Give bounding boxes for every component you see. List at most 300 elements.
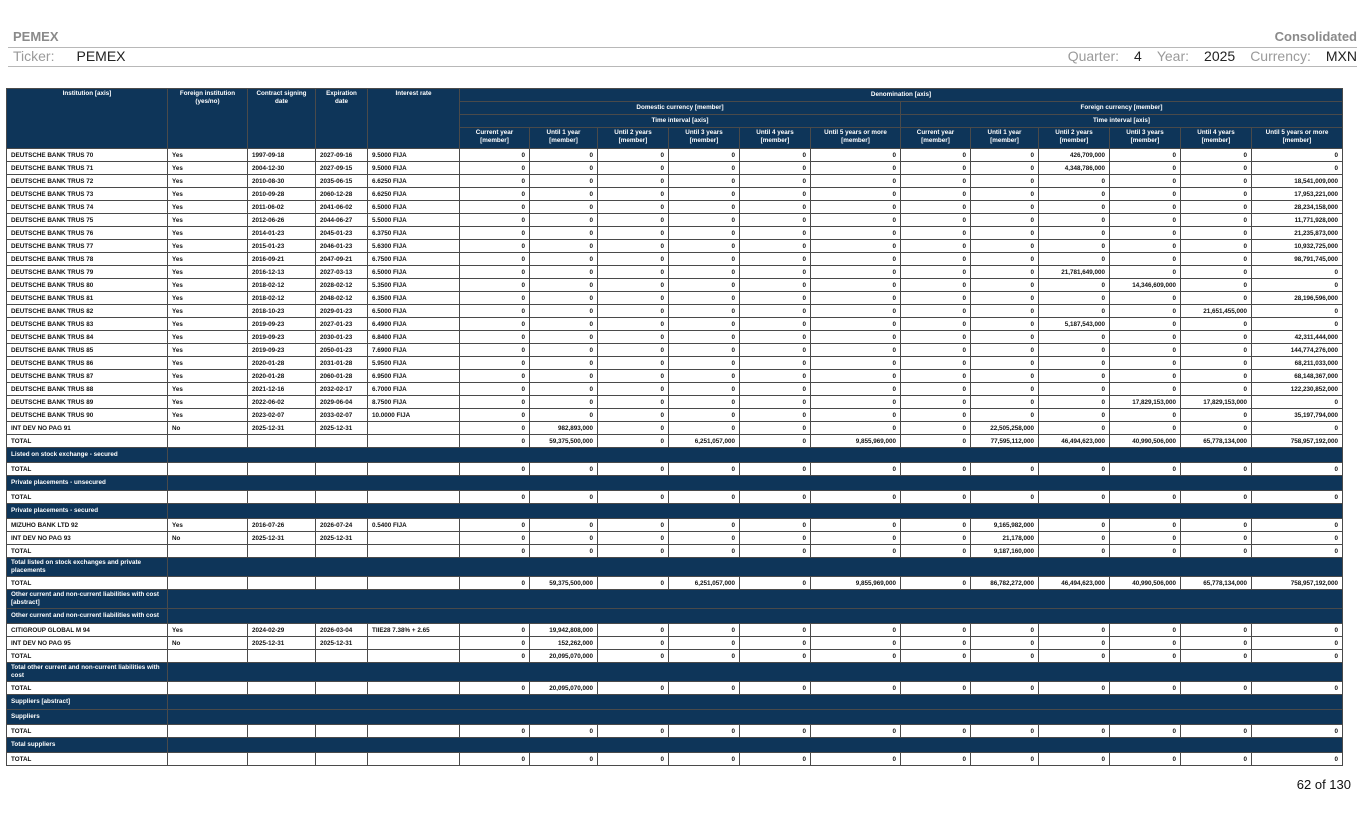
amount-cell: 0	[1181, 149, 1252, 162]
amount-cell: 21,651,455,000	[1181, 305, 1252, 318]
amount-cell: 0	[1181, 240, 1252, 253]
signing-date-cell	[248, 545, 316, 558]
amount-cell: 68,148,367,000	[1252, 370, 1343, 383]
table-row	[7, 149, 1343, 162]
section-label: Private placements - secured	[7, 504, 168, 519]
amount-cell: 14,346,609,000	[1110, 279, 1181, 292]
signing-date-cell: 2018-10-23	[248, 305, 316, 318]
amount-cell: 0	[460, 682, 530, 695]
amount-cell: 0	[811, 292, 901, 305]
amount-cell: 0	[530, 357, 598, 370]
interest-rate-cell: 6.9500 FIJA	[368, 370, 460, 383]
amount-cell: 10,932,725,000	[1252, 240, 1343, 253]
amount-cell: 21,781,649,000	[1039, 266, 1110, 279]
expiration-date-cell: 2027-01-23	[316, 318, 368, 331]
amount-cell: 0	[460, 240, 530, 253]
report-header	[13, 29, 1357, 46]
foreign-cell: Yes	[168, 149, 248, 162]
expiration-date-cell	[316, 725, 368, 738]
amount-cell: 0	[1181, 624, 1252, 637]
amount-cell: 0	[1181, 725, 1252, 738]
table-row	[7, 331, 1343, 344]
amount-cell: 0	[740, 650, 811, 663]
interest-rate-cell	[368, 577, 460, 590]
amount-cell: 17,829,153,000	[1110, 396, 1181, 409]
amount-cell: 0	[1181, 331, 1252, 344]
amount-cell: 0	[530, 305, 598, 318]
amount-cell: 0	[740, 318, 811, 331]
institution-cell: CITIGROUP GLOBAL M 94	[7, 624, 168, 637]
amount-cell: 0	[1110, 292, 1181, 305]
expiration-date-cell: 2029-06-04	[316, 396, 368, 409]
table-row	[7, 753, 1343, 766]
amount-cell: 0	[1181, 463, 1252, 476]
amount-cell: 0	[971, 650, 1039, 663]
interest-rate-cell	[368, 725, 460, 738]
foreign-cell: Yes	[168, 201, 248, 214]
amount-cell: 0	[460, 637, 530, 650]
institution-cell: DEUTSCHE BANK TRUS 76	[7, 227, 168, 240]
amount-cell: 0	[901, 318, 971, 331]
institution-cell: TOTAL	[7, 463, 168, 476]
expiration-date-cell: 2025-12-31	[316, 637, 368, 650]
amount-cell: 0	[1039, 279, 1110, 292]
amount-cell: 0	[1252, 532, 1343, 545]
amount-cell: 0	[530, 545, 598, 558]
signing-date-cell: 2012-06-26	[248, 214, 316, 227]
institution-cell: DEUTSCHE BANK TRUS 84	[7, 331, 168, 344]
amount-cell: 0	[1181, 370, 1252, 383]
expiration-date-cell: 2046-01-23	[316, 240, 368, 253]
expiration-date-cell: 2050-01-23	[316, 344, 368, 357]
amount-cell: 0	[971, 188, 1039, 201]
amount-cell: 0	[669, 545, 740, 558]
foreign-cell	[168, 545, 248, 558]
interest-rate-cell: 6.3750 FIJA	[368, 227, 460, 240]
currency-label: Currency:	[1250, 48, 1311, 64]
table-row	[7, 532, 1343, 545]
amount-cell: 0	[460, 253, 530, 266]
table-row	[7, 266, 1343, 279]
col-for-until-3-years: Until 3 years [member]	[1110, 128, 1181, 149]
interest-rate-cell	[368, 532, 460, 545]
amount-cell: 0	[669, 344, 740, 357]
amount-cell: 0	[598, 149, 669, 162]
amount-cell: 17,829,153,000	[1181, 396, 1252, 409]
amount-cell: 0	[1039, 532, 1110, 545]
amount-cell: 0	[901, 175, 971, 188]
amount-cell: 0	[901, 227, 971, 240]
table-row	[7, 240, 1343, 253]
amount-cell: 6,251,057,000	[669, 577, 740, 590]
amount-cell: 0	[740, 149, 811, 162]
expiration-date-cell	[316, 682, 368, 695]
amount-cell: 0	[740, 725, 811, 738]
interest-rate-cell: 6.3500 FIJA	[368, 292, 460, 305]
institution-cell: TOTAL	[7, 650, 168, 663]
amount-cell: 0	[530, 532, 598, 545]
col-institution: Institution [axis]	[7, 89, 168, 149]
foreign-cell	[168, 491, 248, 504]
amount-cell: 0	[811, 753, 901, 766]
amount-cell: 0	[901, 383, 971, 396]
amount-cell: 18,541,009,000	[1252, 175, 1343, 188]
amount-cell: 0	[530, 491, 598, 504]
amount-cell: 0	[460, 491, 530, 504]
amount-cell: 0	[1181, 188, 1252, 201]
section-label: Total listed on stock exchanges and private placements	[7, 558, 168, 577]
interest-rate-cell: 6.7000 FIJA	[368, 383, 460, 396]
amount-cell: 758,957,192,000	[1252, 435, 1343, 448]
amount-cell: 0	[740, 227, 811, 240]
amount-cell: 0	[460, 422, 530, 435]
amount-cell: 0	[740, 753, 811, 766]
amount-cell: 0	[598, 650, 669, 663]
currency-value: MXN	[1325, 48, 1357, 64]
amount-cell: 0	[1252, 637, 1343, 650]
foreign-cell: Yes	[168, 344, 248, 357]
foreign-cell: Yes	[168, 175, 248, 188]
amount-cell: 0	[740, 463, 811, 476]
amount-cell: 0	[669, 149, 740, 162]
amount-cell: 5,187,543,000	[1039, 318, 1110, 331]
amount-cell: 0	[669, 637, 740, 650]
amount-cell: 4,348,786,000	[1039, 162, 1110, 175]
amount-cell: 0	[460, 292, 530, 305]
amount-cell: 19,942,808,000	[530, 624, 598, 637]
amount-cell: 0	[971, 318, 1039, 331]
amount-cell: 0	[1039, 253, 1110, 266]
amount-cell: 65,778,134,000	[1181, 435, 1252, 448]
amount-cell: 0	[460, 545, 530, 558]
amount-cell: 0	[811, 650, 901, 663]
amount-cell: 0	[971, 637, 1039, 650]
amount-cell: 0	[811, 331, 901, 344]
amount-cell: 0	[901, 753, 971, 766]
section-row	[7, 710, 1343, 725]
amount-cell: 0	[460, 463, 530, 476]
amount-cell: 0	[971, 396, 1039, 409]
amount-cell: 0	[811, 227, 901, 240]
amount-cell: 0	[460, 201, 530, 214]
foreign-cell: Yes	[168, 253, 248, 266]
interest-rate-cell: 10.0000 FIJA	[368, 409, 460, 422]
amount-cell: 0	[1252, 682, 1343, 695]
amount-cell: 0	[1110, 532, 1181, 545]
amount-cell: 0	[971, 305, 1039, 318]
amount-cell: 0	[901, 409, 971, 422]
signing-date-cell: 2018-02-12	[248, 292, 316, 305]
amount-cell: 0	[460, 370, 530, 383]
amount-cell: 0	[598, 266, 669, 279]
interest-rate-cell: 5.9500 FIJA	[368, 357, 460, 370]
amount-cell: 0	[811, 422, 901, 435]
table-row	[7, 175, 1343, 188]
amount-cell: 0	[901, 650, 971, 663]
table-row	[7, 624, 1343, 637]
amount-cell: 0	[811, 396, 901, 409]
signing-date-cell: 2021-12-16	[248, 383, 316, 396]
amount-cell: 0	[669, 650, 740, 663]
foreign-cell: No	[168, 422, 248, 435]
col-dom-until-2-years: Until 2 years [member]	[598, 128, 669, 149]
amount-cell: 0	[1039, 370, 1110, 383]
amount-cell: 0	[530, 519, 598, 532]
expiration-date-cell: 2044-06-27	[316, 214, 368, 227]
amount-cell: 0	[530, 175, 598, 188]
amount-cell: 0	[971, 682, 1039, 695]
interest-rate-cell	[368, 422, 460, 435]
amount-cell: 0	[530, 409, 598, 422]
table-row	[7, 188, 1343, 201]
amount-cell: 0	[901, 266, 971, 279]
amount-cell: 0	[740, 188, 811, 201]
interest-rate-cell: 0.5400 FIJA	[368, 519, 460, 532]
amount-cell: 0	[901, 624, 971, 637]
amount-cell: 0	[460, 279, 530, 292]
amount-cell: 0	[1039, 357, 1110, 370]
amount-cell: 0	[901, 370, 971, 383]
amount-cell: 0	[530, 725, 598, 738]
section-row	[7, 609, 1343, 624]
institution-cell: DEUTSCHE BANK TRUS 70	[7, 149, 168, 162]
col-dom-until-5-years: Until 5 years or more [member]	[811, 128, 901, 149]
amount-cell: 0	[901, 201, 971, 214]
foreign-cell: Yes	[168, 409, 248, 422]
table-row	[7, 227, 1343, 240]
amount-cell: 0	[971, 725, 1039, 738]
amount-cell: 0	[1039, 344, 1110, 357]
amount-cell: 0	[811, 175, 901, 188]
amount-cell: 0	[811, 409, 901, 422]
signing-date-cell: 2016-12-13	[248, 266, 316, 279]
foreign-cell: Yes	[168, 396, 248, 409]
amount-cell: 0	[740, 624, 811, 637]
institution-cell: DEUTSCHE BANK TRUS 90	[7, 409, 168, 422]
amount-cell: 0	[1039, 240, 1110, 253]
amount-cell: 0	[530, 344, 598, 357]
signing-date-cell: 2014-01-23	[248, 227, 316, 240]
signing-date-cell: 2018-02-12	[248, 279, 316, 292]
amount-cell: 0	[811, 149, 901, 162]
amount-cell: 0	[1181, 491, 1252, 504]
amount-cell: 0	[1252, 266, 1343, 279]
amount-cell: 0	[1252, 624, 1343, 637]
section-fill	[168, 476, 1343, 491]
amount-cell: 0	[1252, 149, 1343, 162]
amount-cell: 0	[460, 175, 530, 188]
amount-cell: 0	[1110, 637, 1181, 650]
institution-cell: TOTAL	[7, 682, 168, 695]
interest-rate-cell: 5.5000 FIJA	[368, 214, 460, 227]
amount-cell: 0	[1039, 383, 1110, 396]
amount-cell: 0	[1039, 201, 1110, 214]
amount-cell: 0	[1039, 753, 1110, 766]
foreign-cell: Yes	[168, 240, 248, 253]
foreign-cell: Yes	[168, 227, 248, 240]
section-fill	[168, 504, 1343, 519]
amount-cell: 0	[669, 253, 740, 266]
signing-date-cell: 2016-09-21	[248, 253, 316, 266]
section-label: Total other current and non-current liabilities with cost	[7, 663, 168, 682]
amount-cell: 0	[1110, 162, 1181, 175]
foreign-cell: Yes	[168, 279, 248, 292]
amount-cell: 0	[669, 682, 740, 695]
signing-date-cell: 2010-08-30	[248, 175, 316, 188]
expiration-date-cell: 2033-02-07	[316, 409, 368, 422]
expiration-date-cell: 2060-01-28	[316, 370, 368, 383]
amount-cell: 0	[901, 240, 971, 253]
amount-cell: 426,709,000	[1039, 149, 1110, 162]
amount-cell: 0	[971, 331, 1039, 344]
amount-cell: 59,375,500,000	[530, 435, 598, 448]
amount-cell: 0	[811, 383, 901, 396]
amount-cell: 0	[1181, 227, 1252, 240]
signing-date-cell: 1997-09-18	[248, 149, 316, 162]
amount-cell: 0	[598, 532, 669, 545]
amount-cell: 42,311,444,000	[1252, 331, 1343, 344]
col-for-current-year: Current year [member]	[901, 128, 971, 149]
expiration-date-cell: 2027-09-16	[316, 149, 368, 162]
amount-cell: 0	[669, 331, 740, 344]
amount-cell: 0	[901, 532, 971, 545]
institution-cell: DEUTSCHE BANK TRUS 86	[7, 357, 168, 370]
signing-date-cell: 2025-12-31	[248, 532, 316, 545]
signing-date-cell: 2024-02-29	[248, 624, 316, 637]
institution-cell: DEUTSCHE BANK TRUS 85	[7, 344, 168, 357]
amount-cell: 0	[1181, 650, 1252, 663]
amount-cell: 0	[669, 491, 740, 504]
section-label: Listed on stock exchange - secured	[7, 448, 168, 463]
amount-cell: 0	[669, 422, 740, 435]
institution-cell: DEUTSCHE BANK TRUS 81	[7, 292, 168, 305]
foreign-cell: Yes	[168, 318, 248, 331]
col-denomination: Denomination [axis]	[460, 89, 1343, 102]
foreign-cell: Yes	[168, 357, 248, 370]
institution-cell: DEUTSCHE BANK TRUS 71	[7, 162, 168, 175]
institution-cell: INT DEV NO PAG 93	[7, 532, 168, 545]
col-expiration-date: Expiration date	[316, 89, 368, 149]
amount-cell: 0	[1110, 409, 1181, 422]
institution-cell: TOTAL	[7, 753, 168, 766]
quarter-value: 4	[1134, 48, 1142, 64]
amount-cell: 0	[530, 331, 598, 344]
amount-cell: 0	[669, 214, 740, 227]
header-divider-bottom	[8, 66, 1357, 67]
amount-cell: 0	[811, 370, 901, 383]
section-row	[7, 663, 1343, 682]
amount-cell: 0	[811, 532, 901, 545]
amount-cell: 0	[1181, 532, 1252, 545]
amount-cell: 758,957,192,000	[1252, 577, 1343, 590]
institution-cell: DEUTSCHE BANK TRUS 88	[7, 383, 168, 396]
section-row	[7, 738, 1343, 753]
signing-date-cell: 2019-09-23	[248, 318, 316, 331]
table-row	[7, 519, 1343, 532]
institution-cell: DEUTSCHE BANK TRUS 72	[7, 175, 168, 188]
table-row	[7, 650, 1343, 663]
amount-cell: 0	[1110, 624, 1181, 637]
expiration-date-cell	[316, 753, 368, 766]
institution-cell: TOTAL	[7, 577, 168, 590]
signing-date-cell	[248, 463, 316, 476]
expiration-date-cell: 2060-12-28	[316, 188, 368, 201]
amount-cell: 0	[669, 409, 740, 422]
signing-date-cell	[248, 577, 316, 590]
amount-cell: 0	[811, 463, 901, 476]
amount-cell: 86,782,272,000	[971, 577, 1039, 590]
section-label: Other current and non-current liabilities with cost [abstract]	[7, 590, 168, 609]
amount-cell: 0	[460, 344, 530, 357]
amount-cell: 0	[530, 214, 598, 227]
amount-cell: 0	[598, 305, 669, 318]
amount-cell: 0	[901, 162, 971, 175]
section-row	[7, 695, 1343, 710]
amount-cell: 0	[1039, 227, 1110, 240]
amount-cell: 0	[598, 491, 669, 504]
ticker-label: Ticker:	[13, 48, 55, 64]
col-dom-until-1-year: Until 1 year [member]	[530, 128, 598, 149]
amount-cell: 0	[971, 370, 1039, 383]
expiration-date-cell: 2041-06-02	[316, 201, 368, 214]
amount-cell: 0	[971, 240, 1039, 253]
amount-cell: 11,771,928,000	[1252, 214, 1343, 227]
section-label: Suppliers	[7, 710, 168, 725]
amount-cell: 0	[971, 383, 1039, 396]
institution-cell: DEUTSCHE BANK TRUS 73	[7, 188, 168, 201]
col-for-until-2-years: Until 2 years [member]	[1039, 128, 1110, 149]
signing-date-cell	[248, 682, 316, 695]
amount-cell: 0	[669, 201, 740, 214]
amount-cell: 0	[740, 253, 811, 266]
expiration-date-cell: 2026-07-24	[316, 519, 368, 532]
amount-cell: 59,375,500,000	[530, 577, 598, 590]
amount-cell: 9,855,969,000	[811, 577, 901, 590]
amount-cell: 0	[669, 725, 740, 738]
amount-cell: 0	[901, 357, 971, 370]
amount-cell: 0	[1181, 344, 1252, 357]
section-fill	[168, 710, 1343, 725]
amount-cell: 0	[1110, 240, 1181, 253]
amount-cell: 40,990,506,000	[1110, 435, 1181, 448]
institution-cell: DEUTSCHE BANK TRUS 82	[7, 305, 168, 318]
amount-cell: 0	[530, 201, 598, 214]
amount-cell: 0	[1252, 545, 1343, 558]
amount-cell: 0	[901, 305, 971, 318]
amount-cell: 35,197,794,000	[1252, 409, 1343, 422]
foreign-cell: Yes	[168, 331, 248, 344]
institution-cell: DEUTSCHE BANK TRUS 79	[7, 266, 168, 279]
amount-cell: 0	[1039, 292, 1110, 305]
amount-cell: 982,893,000	[530, 422, 598, 435]
amount-cell: 0	[1252, 519, 1343, 532]
amount-cell: 0	[971, 357, 1039, 370]
signing-date-cell: 2025-12-31	[248, 422, 316, 435]
amount-cell: 0	[598, 370, 669, 383]
amount-cell: 0	[740, 577, 811, 590]
amount-cell: 0	[1110, 370, 1181, 383]
amount-cell: 0	[598, 253, 669, 266]
amount-cell: 0	[669, 753, 740, 766]
amount-cell: 0	[740, 175, 811, 188]
amount-cell: 0	[740, 383, 811, 396]
amount-cell: 20,095,070,000	[530, 650, 598, 663]
amount-cell: 0	[1252, 725, 1343, 738]
amount-cell: 0	[598, 753, 669, 766]
amount-cell: 0	[811, 491, 901, 504]
table-row	[7, 409, 1343, 422]
amount-cell: 46,494,623,000	[1039, 435, 1110, 448]
